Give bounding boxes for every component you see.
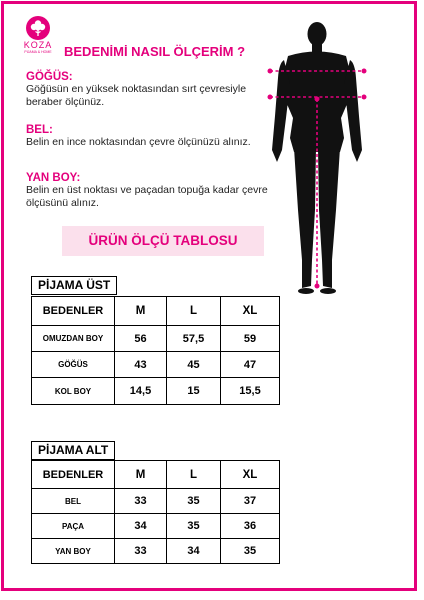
table-cell: 43	[115, 352, 167, 378]
brand-name: KOZA	[23, 40, 53, 50]
pajama-bottom-label: PİJAMA ALT	[31, 441, 115, 460]
column-header-l: L	[167, 297, 221, 326]
chest-instructions: Göğüsün en yüksek noktasından sırt çevresiyle beraber ölçünüz.	[26, 83, 247, 108]
table-cell: 56	[115, 326, 167, 352]
table-cell: 15,5	[221, 378, 280, 405]
cotton-flower-icon	[26, 16, 50, 40]
body-measurement-figure	[262, 20, 372, 298]
waist-heading: BEL:	[26, 124, 53, 136]
table-header-row	[32, 461, 280, 489]
table-row	[32, 539, 280, 564]
column-header-xl: XL	[221, 461, 280, 489]
row-label-waist: BEL	[32, 489, 115, 514]
table-row	[32, 326, 280, 352]
table-cell: 36	[221, 514, 280, 539]
table-cell: 14,5	[115, 378, 167, 405]
column-header-m: M	[115, 297, 167, 326]
table-header-row	[32, 297, 280, 326]
row-label-sleeve-length: KOL BOY	[32, 378, 115, 405]
side-length-heading: YAN BOY:	[26, 172, 81, 184]
pajama-top-label: PİJAMA ÜST	[31, 276, 117, 295]
waist-instructions: Belin en ince noktasından çevre ölçünüzü alınız.	[26, 136, 251, 148]
table-cell: 34	[115, 514, 167, 539]
column-header-m: M	[115, 461, 167, 489]
brand-logo	[20, 16, 56, 54]
table-row	[32, 489, 280, 514]
table-cell: 37	[221, 489, 280, 514]
brand-tagline: PIJAMA & HOME	[24, 50, 52, 54]
table-cell: 33	[115, 489, 167, 514]
table-cell: 33	[115, 539, 167, 564]
row-label-chest: GÖĞÜS	[32, 352, 115, 378]
table-cell: 15	[167, 378, 221, 405]
table-row	[32, 514, 280, 539]
size-chart-title: ÜRÜN ÖLÇÜ TABLOSU	[62, 226, 264, 256]
table-cell: 47	[221, 352, 280, 378]
table-cell: 35	[167, 489, 221, 514]
table-cell: 35	[221, 539, 280, 564]
column-header-sizes: BEDENLER	[32, 461, 115, 489]
table-cell: 57,5	[167, 326, 221, 352]
table-row	[32, 352, 280, 378]
pajama-bottom-size-table	[31, 460, 280, 564]
chest-heading: GÖĞÜS:	[26, 71, 73, 83]
table-cell: 45	[167, 352, 221, 378]
column-header-xl: XL	[221, 297, 280, 326]
column-header-l: L	[167, 461, 221, 489]
row-label-side-length: YAN BOY	[32, 539, 115, 564]
column-header-sizes: BEDENLER	[32, 297, 115, 326]
table-cell: 34	[167, 539, 221, 564]
row-label-leg-opening: PAÇA	[32, 514, 115, 539]
row-label-shoulder-length: OMUZDAN BOY	[32, 326, 115, 352]
table-cell: 35	[167, 514, 221, 539]
table-row	[32, 378, 280, 405]
measure-guide-title: BEDENİMİ NASIL ÖLÇERİM ?	[64, 44, 246, 59]
side-length-instructions: Belin en üst noktası ve paçadan topuğa kadar çevre ölçüsünü alınız.	[26, 184, 268, 209]
table-cell: 59	[221, 326, 280, 352]
pajama-top-size-table	[31, 296, 280, 405]
